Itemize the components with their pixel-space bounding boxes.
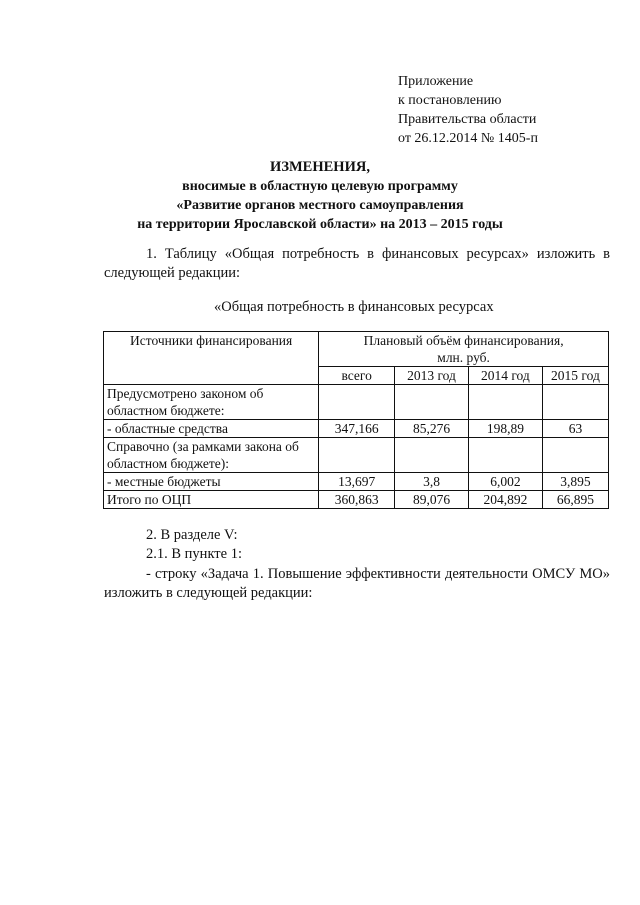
row-value (542, 385, 608, 420)
row-label: - местные бюджеты (104, 473, 319, 491)
table-row-total (104, 491, 609, 509)
table-row (104, 473, 609, 491)
document-heading (100, 158, 540, 234)
appendix-line: Правительства области (398, 112, 537, 127)
heading-line: «Развитие органов местного самоуправления (176, 198, 464, 213)
row-label: - областные средства (104, 420, 319, 438)
row-value (395, 385, 469, 420)
appendix-note (398, 72, 538, 148)
row-value: 347,166 (319, 420, 395, 438)
financing-table (103, 331, 609, 509)
row-value: 13,697 (319, 473, 395, 491)
row-value: 3,895 (542, 473, 608, 491)
section-2-1: 2.1. В пункте 1: (146, 546, 242, 562)
row-value (319, 438, 395, 473)
appendix-line: от 26.12.2014 № 1405-п (398, 131, 538, 146)
row-value: 198,89 (468, 420, 542, 438)
row-value (395, 438, 469, 473)
header-source: Источники финансирования (104, 332, 319, 385)
table-row (104, 385, 609, 420)
row-value (468, 438, 542, 473)
table-row (104, 438, 609, 473)
appendix-line: к постановлению (398, 93, 502, 108)
table-caption: «Общая потребность в финансовых ресурсах (214, 299, 494, 315)
heading-line: вносимые в областную целевую программу (182, 179, 458, 194)
row-value (468, 385, 542, 420)
row-value: 360,863 (319, 491, 395, 509)
section-2: 2. В разделе V: (146, 527, 238, 543)
header-plan (319, 332, 609, 367)
header-year: 2015 год (542, 367, 608, 385)
row-value: 3,8 (395, 473, 469, 491)
row-value (319, 385, 395, 420)
header-plan-line: Плановый объём финансирования, (363, 333, 564, 348)
row-value (542, 438, 608, 473)
heading-line: на территории Ярославской области» на 2013 – 2015 годы (137, 217, 503, 232)
header-year: 2013 год (395, 367, 469, 385)
appendix-line: Приложение (398, 74, 474, 89)
row-value: 66,895 (542, 491, 608, 509)
table-row (104, 420, 609, 438)
header-year: 2014 год (468, 367, 542, 385)
header-year: всего (319, 367, 395, 385)
table-header-row (104, 332, 609, 367)
row-value: 6,002 (468, 473, 542, 491)
header-plan-line: млн. руб. (437, 350, 490, 365)
row-value: 63 (542, 420, 608, 438)
row-label: Справочно (за рамками закона об областном бюджете): (104, 438, 319, 473)
row-value: 204,892 (468, 491, 542, 509)
row-label: Итого по ОЦП (104, 491, 319, 509)
row-value: 89,076 (395, 491, 469, 509)
row-value: 85,276 (395, 420, 469, 438)
paragraph-3: - строку «Задача 1. Повышение эффективности деятельности ОМСУ МО» изложить в следующей редакции: (104, 566, 610, 601)
heading-title: ИЗМЕНЕНИЯ, (270, 159, 370, 175)
row-label: Предусмотрено законом об областном бюджете: (104, 385, 319, 420)
paragraph-1: 1. Таблицу «Общая потребность в финансовых ресурсах» изложить в следующей редакции: (104, 246, 610, 281)
